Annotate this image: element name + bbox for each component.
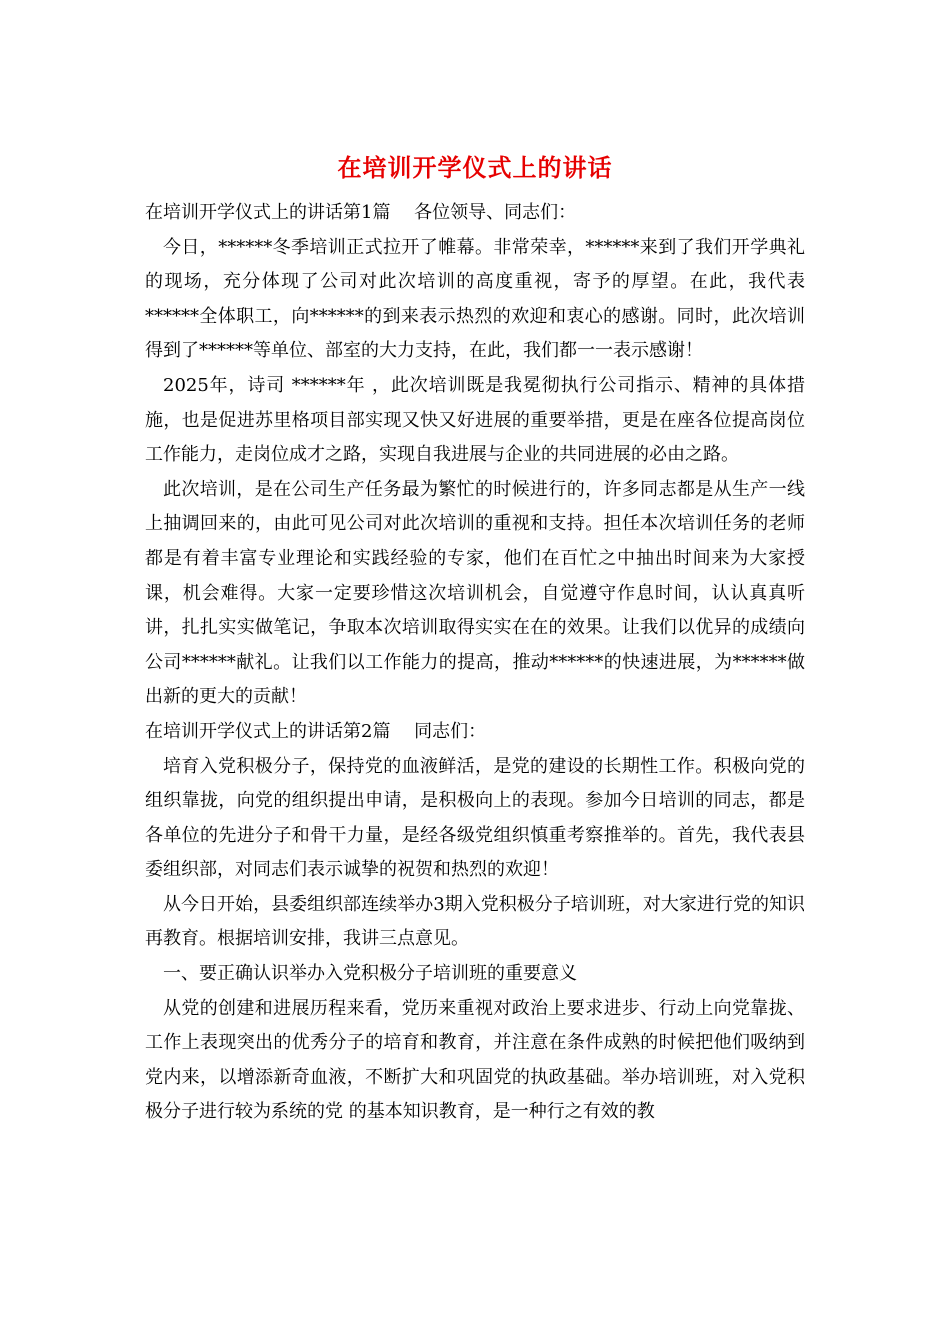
paragraph: 此次培训，是在公司生产任务最为繁忙的时候进行的，许多同志都是从生产一线上抽调回来的，由此可见公司对此次培训的重视和支持。担任本次培训任务的老师都是有着丰富专业理论和实践经验的专家，他们在百忙之中抽出时间来为大家授课，机会难得。大家一定要珍惜这次培训机会，自觉遵守作息时间，认认真真听讲，扎扎实实做笔记，争取本次培训取得实实在在的效果。让我们以优异的成绩向公司******献礼。让我们以工作能力的提高，推动******的快速进展，为******做出新的更大的贡献！ xyxy=(145,478,805,708)
paragraph: 从党的创建和进展历程来看，党历来重视对政治上要求进步、行动上向党靠拢、工作上表现突出的优秀分子的培育和教育，并注意在条件成熟的时候把他们吸纳到党内来，以增添新奇血液，不断扩大和巩固党的执政基础。举办培训班，对入党积极分子进行较为系统的党 的基本知识教育，是一种行之有效的教 xyxy=(145,997,805,1123)
paragraph: 2025年，诗司 ******年 ，此次培训既是我冕彻执行公司指示、精神的具体措施，也是促进苏里格项目部实现又快又好进展的重要举措，更是在座各位提高岗位工作能力，走岗位成才之路，实现自我进展与企业的共同进展的必由之路。 xyxy=(145,374,805,466)
document-title: 在培训开学仪式上的讲话 xyxy=(337,153,613,182)
paragraph: 今日，******冬季培训正式拉开了帷幕。非常荣幸，******来到了我们开学典礼的现场，充分体现了公司对此次培训的高度重视，寄予的厚望。在此，我代表******全体职工，向******的到来表示热烈的欢迎和衷心的感谢。同时，此次培训得到了******等单位、部室的大力支持，在此，我们都一一表示感谢！ xyxy=(145,236,805,362)
subheading: 一、要正确认识举办入党积极分子培训班的重要意义 xyxy=(163,963,577,985)
document-body xyxy=(145,196,805,1130)
paragraph: 从今日开始，县委组织部连续举办3期入党积极分子培训班，对大家进行党的知识再教育。根据培训安排，我讲三点意见。 xyxy=(145,893,805,950)
section-heading-2: 在培训开学仪式上的讲话第2篇 同志们： xyxy=(145,720,487,742)
paragraph: 培育入党积极分子，保持党的血液鲜活，是党的建设的长期性工作。积极向党的组织靠拢，向党的组织提出申请，是积极向上的表现。参加今日培训的同志，都是各单位的先进分子和骨干力量，是经各级党组织慎重考察推举的。首先，我代表县委组织部，对同志们表示诚挚的祝贺和热烈的欢迎！ xyxy=(145,755,805,881)
section-heading-1: 在培训开学仪式上的讲话第1篇 各位领导、同志们： xyxy=(145,202,577,223)
